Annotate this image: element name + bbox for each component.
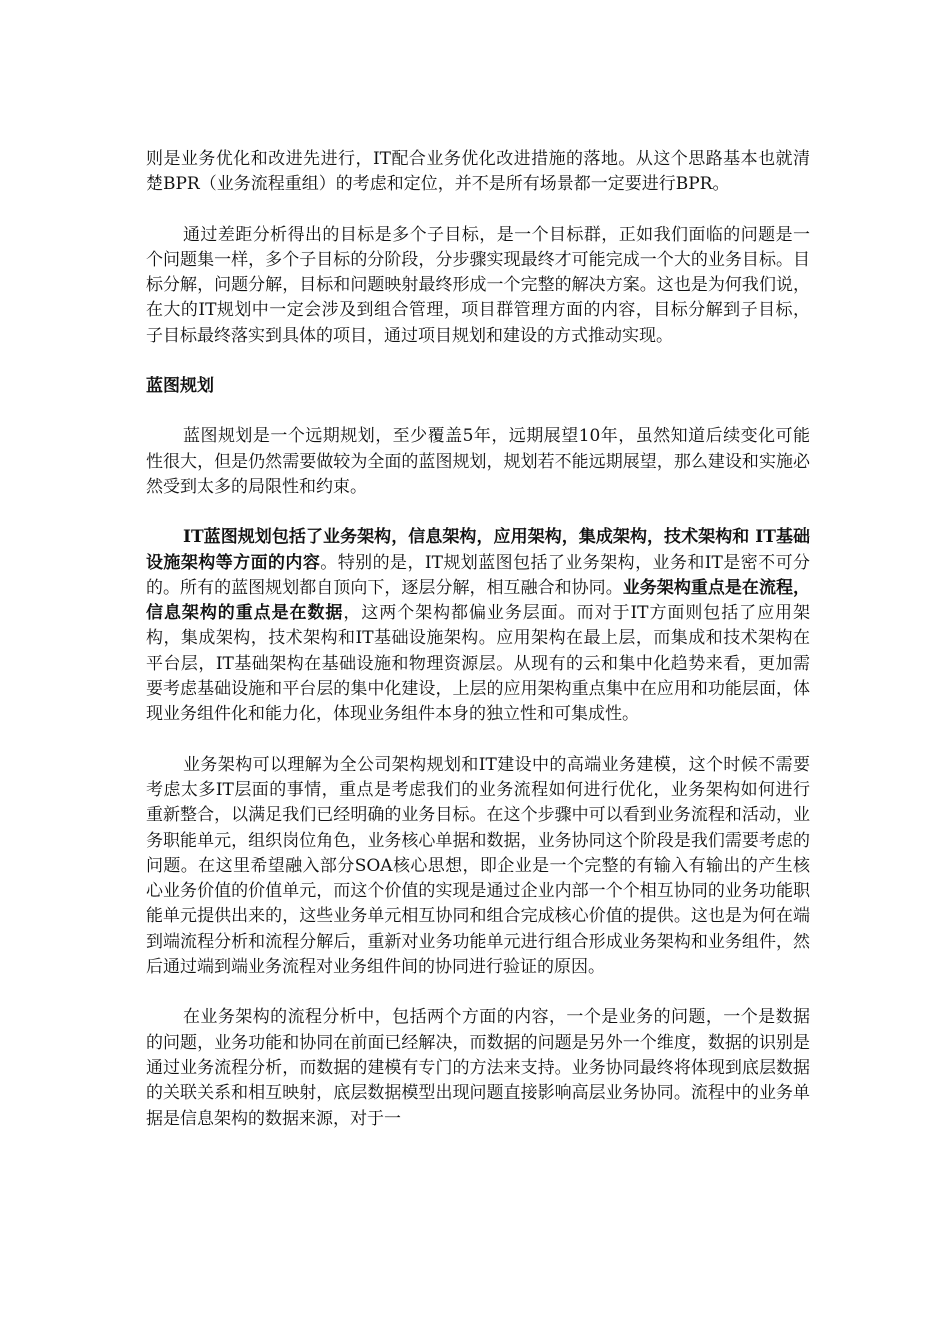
- bold-text-architecture-focus: 业务架构重点是在流程，信息架构的重点是在数据: [146, 577, 811, 624]
- paragraph-process-analysis: 在业务架构的流程分析中，包括两个方面的内容，一个是业务的问题，一个是数据的问题，业务功能和协同在前面已经解决，而数据的问题是另外一个维度，数据的识别是通过业务流程分析，而数据的建模有专门的方法来支持。业务协同最终将体现到底层数据的关联关系和相互映射，底层数据模型出现问题直接影响高层业务协同。流程中的业务单据是信息架构的数据来源，对于一: [146, 1007, 810, 1129]
- paragraph-business-architecture: 业务架构可以理解为全公司架构规划和IT建设中的高端业务建模，这个时候不需要考虑太多IT层面的事情，重点是考虑我们的业务流程如何进行优化，业务架构如何进行重新整合，以满足我们已经明确的业务目标。在这个步骤中可以看到业务流程和活动，业务职能单元，组织岗位角色，业务核心单据和数据，业务协同这个阶段是我们需要考虑的问题。在这里希望融入部分SOA核心思想，即企业是一个完整的有输入有输出的产生核心业务价值的价值单元，而这个价值的实现是通过企业内部一个个相互协同的业务功能职能单元提供出来的，这些业务单元相互协同和组合完成核心价值的提供。这也是为何在端到端流程分析和流程分解后，重新对业务功能单元进行组合形成业务架构和业务组件，然后通过端到端业务流程对业务组件间的协同进行验证的原因。: [146, 754, 810, 978]
- text-architecture-layers: ，这两个架构都偏业务层面。而对于IT方面则包括了应用架构，集成架构，技术架构和IT基础设施架构。应用架构在最上层，而集成和技术架构在平台层，IT基础架构在基础设施和物理资源层。从现有的云和集中化趋势来看，更加需要考虑基础设施和平台层的集中化建设，上层的应用架构重点集中在应用和功能层面，体现业务组件化和能力化，体现业务组件本身的独立性和可集成性。: [146, 603, 810, 725]
- paragraph-blueprint-intro: 蓝图规划是一个远期规划，至少覆盖5年，远期展望10年，虽然知道后续变化可能性很大，但是仍然需要做较为全面的蓝图规划，规划若不能远期展望，那么建设和实施必然受到太多的局限性和约束。: [146, 426, 810, 497]
- section-heading-blueprint: 蓝图规划: [146, 376, 214, 397]
- paragraph-goal-decomposition: 通过差距分析得出的目标是多个子目标，是一个目标群，正如我们面临的问题是一个问题集一样，多个子目标的分阶段，分步骤实现最终才可能完成一个大的业务目标。目标分解，问题分解，目标和问题映射最终形成一个完整的解决方案。这也是为何我们说，在大的IT规划中一定会涉及到组合管理，项目群管理方面的内容，目标分解到子目标，子目标最终落实到具体的项目，通过项目规划和建设的方式推动实现。: [146, 224, 810, 346]
- paragraph-it-blueprint: [146, 525, 810, 727]
- paragraph-bpr: 则是业务优化和改进先进行，IT配合业务优化改进措施的落地。从这个思路基本也就清楚BPR（业务流程重组）的考虑和定位，并不是所有场景都一定要进行BPR。: [146, 149, 810, 195]
- document-page: [146, 147, 810, 1157]
- text-it-blueprint-detail: 。特别的是，IT规划蓝图包括了业务架构，业务和IT是密不可分的。所有的蓝图规划都自顶向下，逐层分解，相互融合和协同。: [146, 552, 810, 598]
- bold-text-it-blueprint: IT蓝图规划包括了业务架构，信息架构，应用架构，集成架构，技术架构和 IT基础设施架构等方面的内容: [146, 527, 810, 573]
